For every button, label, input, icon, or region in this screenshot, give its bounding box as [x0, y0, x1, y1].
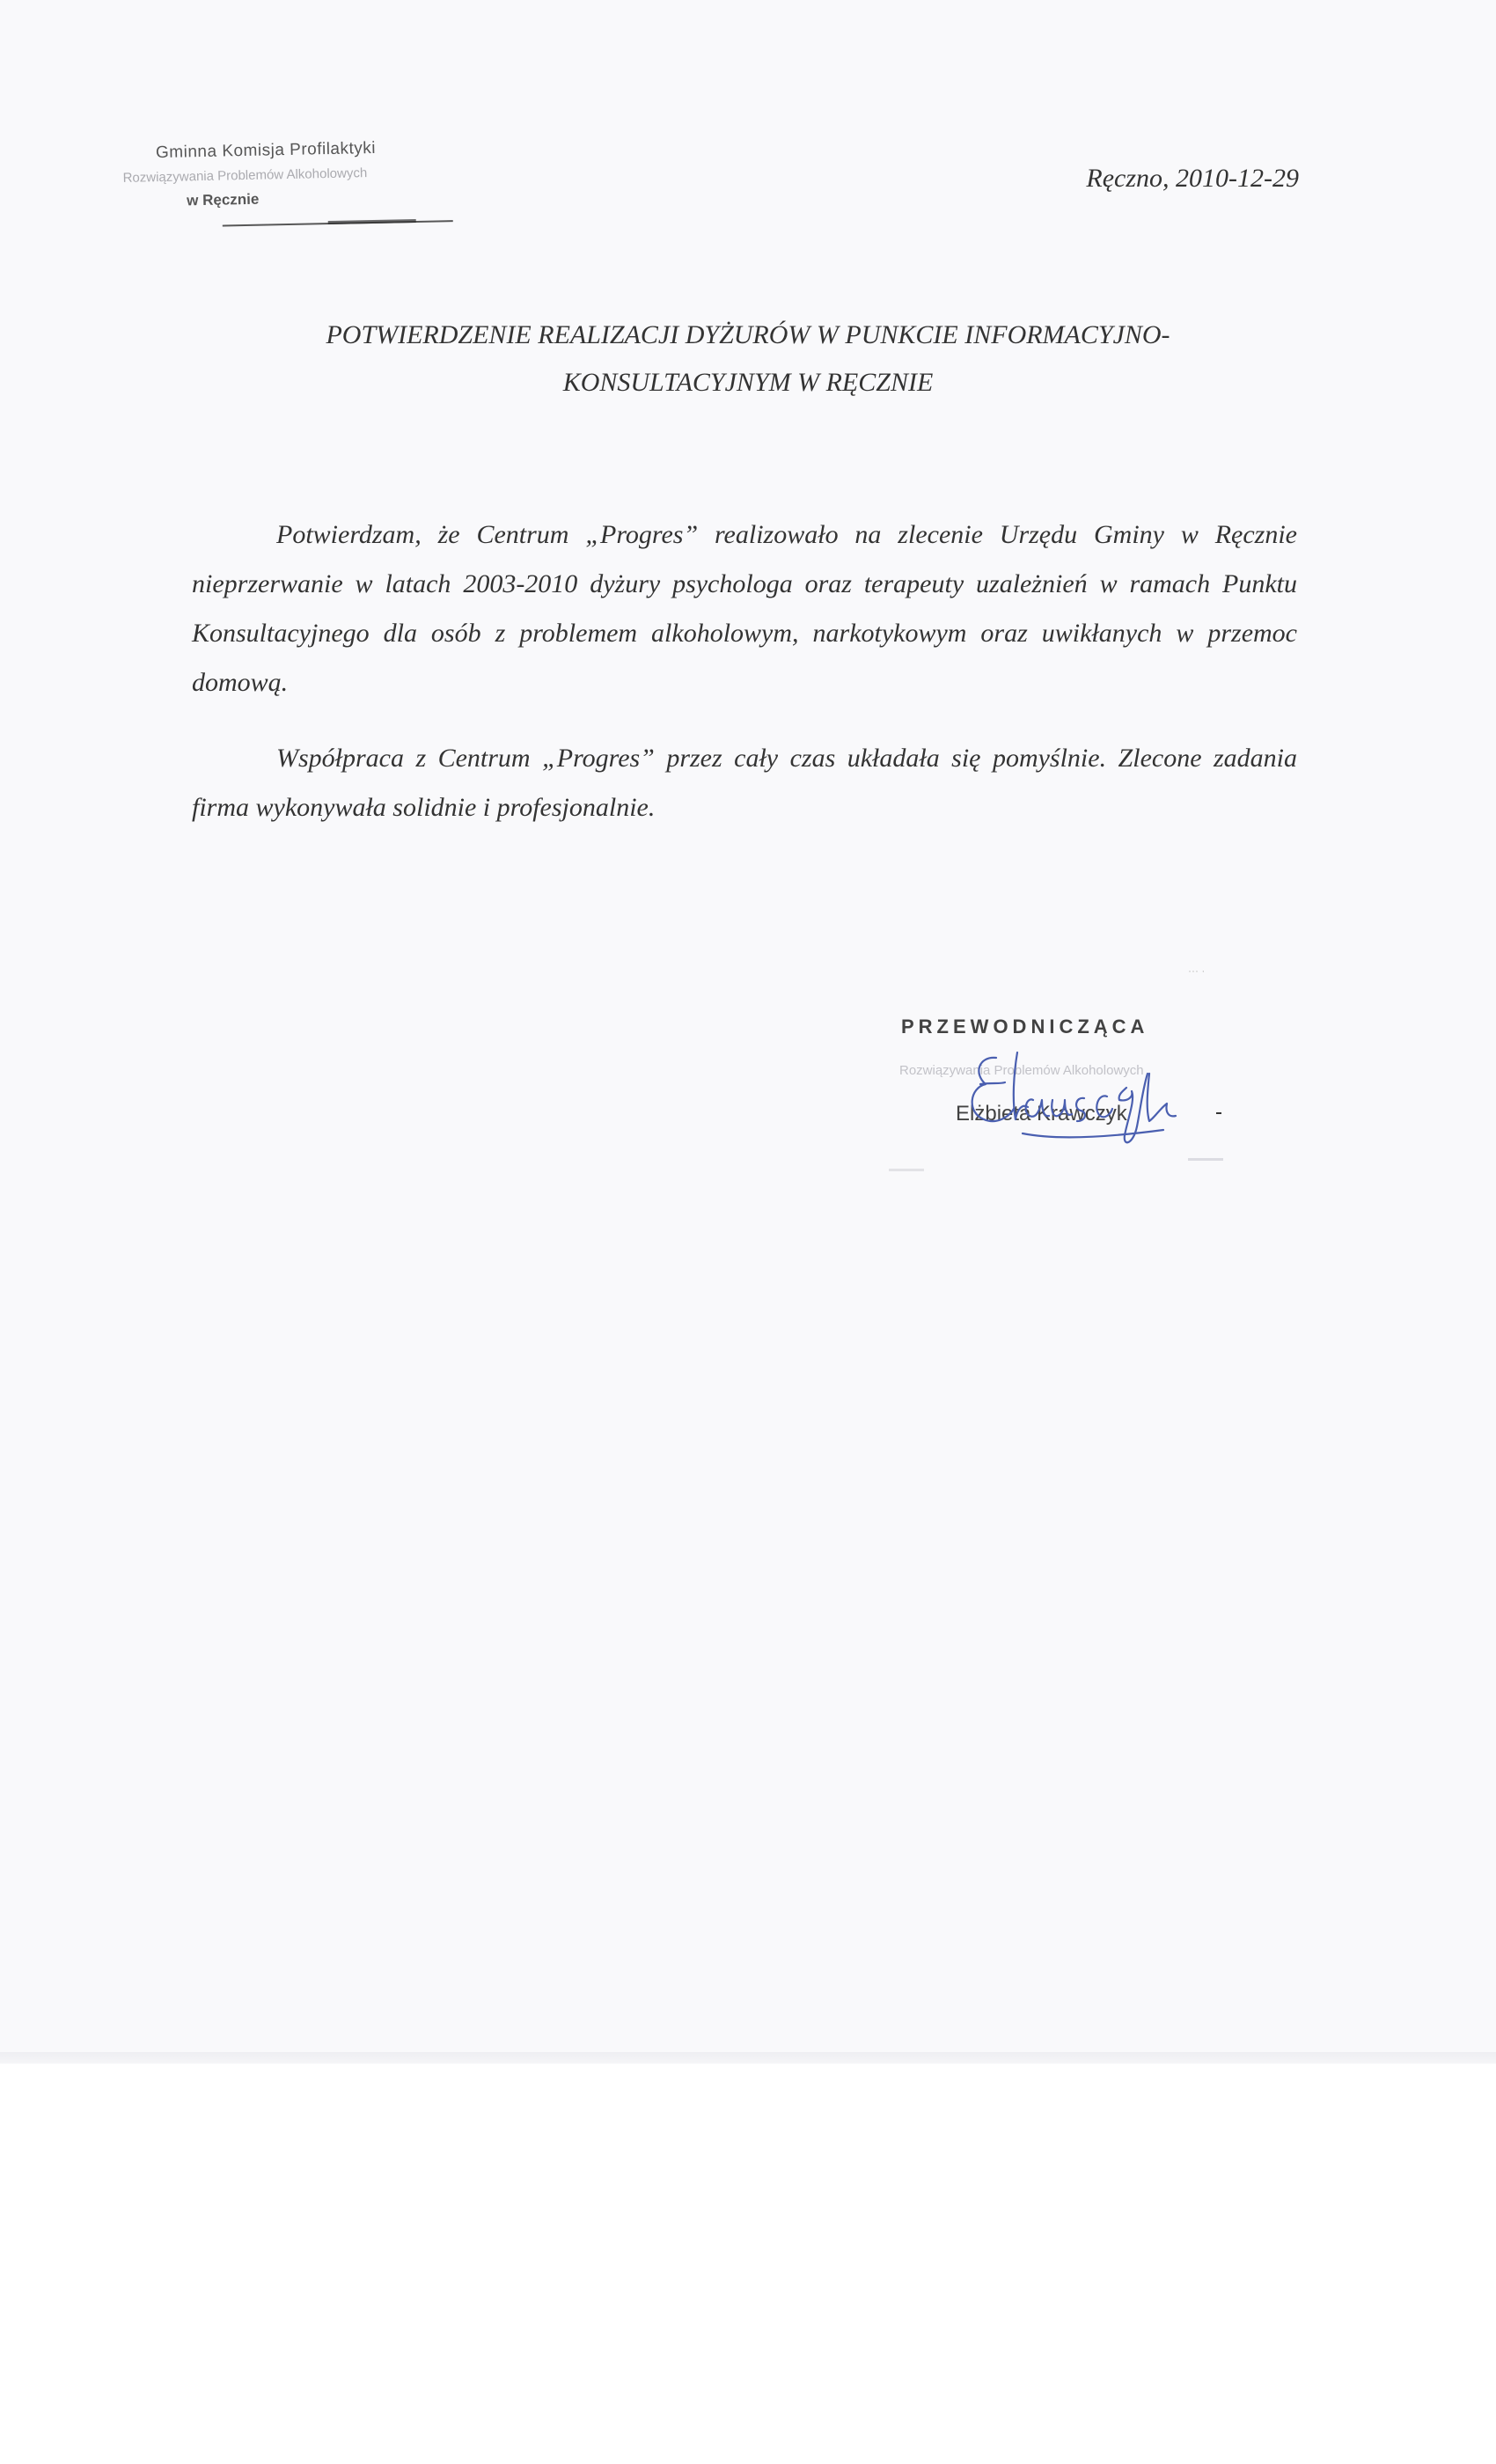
background-area [0, 2064, 1496, 2464]
document-title [194, 312, 1302, 407]
body-paragraph-2: Współpraca z Centrum „Progres” przez cały czas układała się pomyślnie. Zlecone zadania firma wykonywała solidnie i profesjonalnie. [192, 744, 1297, 822]
document-date: Ręczno, 2010-12-29 [1086, 164, 1299, 193]
signatory-name: Elżbieta Krawczyk [956, 1102, 1127, 1126]
stamp-line-1: Gminna Komisja Profilaktyki [155, 138, 377, 163]
title-line-1: POTWIERDZENIE REALIZACJI DYŻURÓW W PUNKCIE INFORMACYJNO- [326, 320, 1170, 349]
body-paragraph-1: Potwierdzam, że Centrum „Progres” realizowało na zlecenie Urzędu Gminy w Ręcznie nieprzerwanie w latach 2003-2010 dyżury psychologa oraz terapeuty uzależnień w ramach Punktu Konsultacyjnego dla osób z problemem alkoholowym, narkotykowym oraz uwikłanych w przemoc domową. [192, 520, 1297, 697]
stamp-mark: ··· · [1188, 964, 1206, 977]
stamp-line-3: w Ręcznie [186, 190, 260, 209]
office-stamp [115, 137, 460, 246]
signatory-institution: Rozwiązywania Problemów Alkoholowych [899, 1063, 1144, 1078]
signatory-role: PRZEWODNICZĄCA [901, 1016, 1149, 1038]
stamp-dash [1216, 1112, 1221, 1114]
stamp-line-2: Rozwiązywania Problemów Alkoholowych [122, 165, 368, 186]
handwritten-signature [961, 1038, 1216, 1162]
page-edge [0, 2052, 1496, 2064]
title-line-2: KONSULTACYJNYM W RĘCZNIE [562, 368, 934, 397]
stamp-underline-thick [328, 219, 416, 224]
stamp-smudge [889, 1169, 924, 1171]
signature-stamp [889, 950, 1276, 1179]
